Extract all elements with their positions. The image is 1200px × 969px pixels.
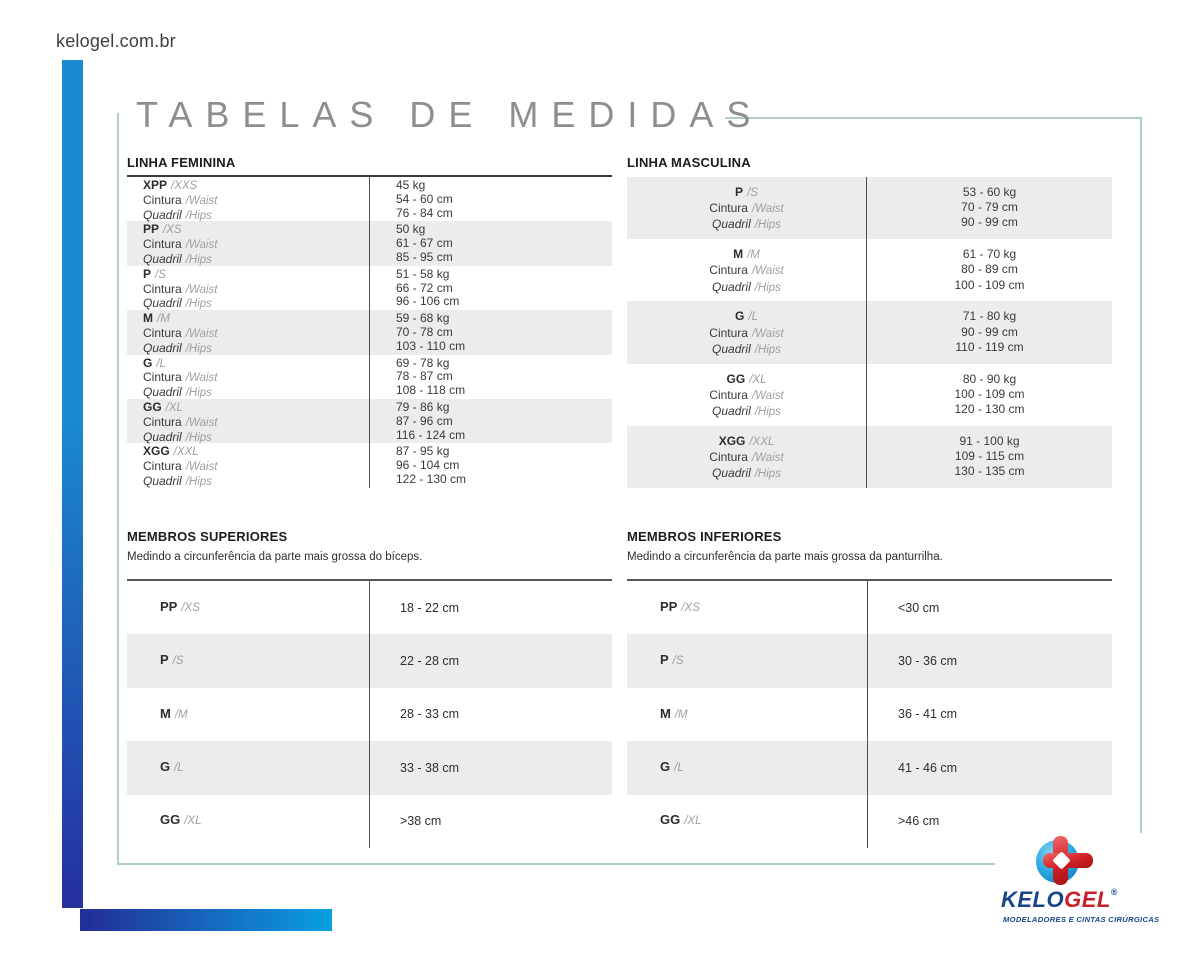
measure-value: 36 - 41 cm (898, 707, 958, 722)
table-row (127, 399, 612, 443)
size-alt-label: /L (174, 761, 184, 774)
waist-label: /Waist (751, 389, 784, 402)
cintura-label: Cintura (143, 414, 182, 429)
measure-value: 122 - 130 cm (396, 471, 467, 486)
values-cell (370, 310, 465, 354)
size-alt-label: /XXS (171, 180, 198, 192)
values-cell (868, 741, 1112, 794)
size-label: GG (143, 399, 162, 414)
values-cell (370, 741, 612, 794)
measure-value: 90 - 99 cm (961, 324, 1018, 339)
hips-label: /Hips (185, 298, 212, 311)
table-row (127, 443, 612, 487)
measure-value: 109 - 115 cm (954, 448, 1025, 463)
measure-value: <30 cm (898, 600, 940, 615)
measure-value: 96 - 106 cm (396, 294, 460, 309)
table-row (127, 266, 612, 310)
measure-value: 41 - 46 cm (898, 760, 958, 775)
size-cell (127, 221, 370, 265)
values-cell (868, 581, 1112, 634)
measure-value: 61 - 67 cm (396, 236, 453, 251)
values-cell (370, 581, 612, 634)
table-row (127, 221, 612, 265)
measure-value: 70 - 78 cm (396, 324, 453, 339)
measure-value: 108 - 118 cm (396, 383, 466, 398)
table-row (127, 581, 612, 634)
cintura-label: Cintura (709, 387, 748, 402)
table-row (627, 239, 1112, 301)
waist-label: /Waist (185, 461, 218, 474)
size-cell (627, 301, 867, 363)
table-heading-inferiores: MEMBROS INFERIORES (627, 529, 782, 544)
size-label: P (143, 266, 152, 281)
size-alt-label: /XXL (173, 446, 199, 459)
size-cell (127, 795, 370, 848)
table-row (627, 634, 1112, 687)
table-row (627, 741, 1112, 794)
measure-value: 76 - 84 cm (396, 205, 453, 220)
size-cell (127, 355, 370, 399)
measure-value: 87 - 96 cm (396, 413, 453, 428)
measure-value: 130 - 135 cm (954, 464, 1025, 479)
size-label: PP (143, 222, 160, 237)
hips-label: /Hips (185, 253, 212, 266)
measure-value: 61 - 70 kg (962, 247, 1017, 262)
hips-label: /Hips (754, 219, 781, 232)
table-row (627, 581, 1112, 634)
size-label: M (733, 247, 744, 262)
table-row (127, 310, 612, 354)
quadril-label: Quadril (143, 340, 182, 355)
values-cell (867, 426, 1112, 488)
size-alt-label: /XL (165, 401, 183, 414)
size-cell (127, 177, 370, 221)
measure-value: 96 - 104 cm (396, 458, 460, 473)
brand-name (1001, 887, 1118, 913)
cintura-label: Cintura (143, 192, 182, 207)
table-description-superiores: Medindo a circunferência da parte mais grossa do bíceps. (127, 551, 423, 563)
quadril-label: Quadril (712, 279, 751, 294)
size-cell (127, 399, 370, 443)
quadril-label: Quadril (143, 251, 182, 266)
measure-value: 50 kg (396, 222, 426, 237)
frame-border-top (725, 117, 1142, 119)
size-label: P (660, 652, 669, 668)
size-cell (127, 688, 370, 741)
measure-value: 91 - 100 kg (959, 433, 1020, 448)
size-alt-label: /M (674, 708, 688, 721)
size-alt-label: /S (172, 655, 184, 668)
waist-label: /Waist (185, 372, 218, 385)
hips-label: /Hips (754, 468, 781, 481)
table-row (627, 177, 1112, 239)
size-cell (627, 177, 867, 239)
size-label: G (160, 758, 171, 774)
left-accent-bar (62, 60, 83, 908)
values-cell (370, 688, 612, 741)
size-label: PP (160, 598, 178, 614)
size-label: XPP (143, 178, 168, 192)
size-label: PP (660, 598, 678, 614)
quadril-label: Quadril (712, 217, 751, 232)
frame-border-left (117, 113, 119, 865)
masculina-rows (627, 177, 1112, 488)
quadril-label: Quadril (143, 429, 182, 444)
quadril-label: Quadril (712, 341, 751, 356)
size-alt-label: /L (674, 761, 684, 774)
measure-value: 78 - 87 cm (396, 369, 453, 384)
table-row (627, 688, 1112, 741)
size-cell (627, 581, 868, 634)
measure-value: 51 - 58 kg (396, 266, 450, 281)
values-cell (370, 266, 459, 310)
waist-label: /Waist (185, 283, 218, 296)
size-alt-label: /L (748, 311, 758, 324)
registered-mark: ® (1110, 887, 1118, 897)
table-row (627, 301, 1112, 363)
values-cell (370, 795, 612, 848)
size-alt-label: /M (174, 708, 188, 721)
measure-value: 100 - 109 cm (954, 386, 1025, 401)
values-cell (370, 355, 465, 399)
size-label: XGG (143, 444, 170, 459)
values-cell (868, 634, 1112, 687)
size-alt-label: /L (156, 357, 166, 370)
measure-value: 69 - 78 kg (396, 355, 450, 370)
size-cell (127, 443, 370, 487)
hips-label: /Hips (185, 387, 212, 400)
table-row (627, 364, 1112, 426)
measure-value: 22 - 28 cm (400, 654, 460, 669)
quadril-label: Quadril (143, 473, 182, 488)
measure-value: 80 - 89 cm (961, 262, 1018, 277)
brand-name-part2: GEL (1064, 887, 1111, 912)
cintura-label: Cintura (143, 459, 182, 474)
table-linha-masculina (627, 155, 1112, 488)
feminina-rows (127, 177, 612, 488)
measure-value: 116 - 124 cm (396, 427, 466, 442)
size-label: G (735, 309, 745, 324)
cintura-label: Cintura (143, 370, 182, 385)
values-cell (867, 239, 1112, 301)
table-membros-inferiores (627, 529, 1112, 848)
size-label: M (160, 705, 171, 721)
size-alt-label: /M (157, 313, 170, 326)
size-cell (627, 741, 868, 794)
hips-label: /Hips (185, 475, 212, 488)
values-cell (867, 177, 1112, 239)
cintura-label: Cintura (143, 237, 182, 252)
cintura-label: Cintura (709, 325, 748, 340)
quadril-label: Quadril (712, 466, 751, 481)
table-row (627, 426, 1112, 488)
hips-label: /Hips (754, 343, 781, 356)
size-label: M (660, 705, 671, 721)
values-cell (370, 177, 453, 221)
table-heading-superiores: MEMBROS SUPERIORES (127, 529, 288, 544)
measure-value: 59 - 68 kg (396, 311, 450, 326)
cintura-label: Cintura (709, 201, 748, 216)
cintura-label: Cintura (709, 449, 748, 464)
size-cell (127, 741, 370, 794)
measure-value: 110 - 119 cm (955, 339, 1024, 354)
size-alt-label: /XXL (749, 435, 775, 448)
table-heading-feminina: LINHA FEMININA (127, 155, 612, 177)
table-row (127, 634, 612, 687)
quadril-label: Quadril (143, 296, 182, 311)
measure-value: 33 - 38 cm (400, 760, 460, 775)
size-cell (127, 634, 370, 687)
table-row (127, 741, 612, 794)
values-cell (867, 301, 1112, 363)
brand-logo (995, 833, 1200, 938)
measure-value: 80 - 90 kg (962, 371, 1017, 386)
measure-value: 54 - 60 cm (396, 191, 453, 206)
frame-border-bottom (117, 863, 1142, 865)
measure-value: 103 - 110 cm (396, 338, 466, 353)
hips-label: /Hips (754, 281, 781, 294)
measure-value: 87 - 95 kg (396, 444, 450, 459)
frame-border-right (1140, 117, 1142, 865)
waist-label: /Waist (751, 451, 784, 464)
size-alt-label: /XS (681, 601, 700, 614)
hips-label: /Hips (185, 342, 212, 355)
table-row (127, 177, 612, 221)
measure-value: 66 - 72 cm (396, 280, 453, 295)
measure-value: >46 cm (898, 814, 940, 829)
size-label: G (143, 355, 153, 370)
table-description-inferiores: Medindo a circunferência da parte mais grossa da panturrilha. (627, 551, 943, 563)
size-cell (627, 795, 868, 848)
cintura-label: Cintura (143, 281, 182, 296)
size-cell (127, 310, 370, 354)
size-cell (127, 266, 370, 310)
brand-tagline: MODELADORES E CINTAS CIRÚRGICAS (1003, 915, 1160, 924)
size-alt-label: /XL (184, 815, 202, 828)
measure-value: 85 - 95 cm (396, 249, 453, 264)
size-alt-label: /M (747, 249, 760, 262)
values-cell (370, 634, 612, 687)
table-membros-superiores (127, 529, 612, 848)
size-label: GG (726, 371, 746, 386)
values-cell (370, 399, 465, 443)
table-row (127, 355, 612, 399)
waist-label: /Waist (751, 203, 784, 216)
size-alt-label: /XL (749, 373, 767, 386)
size-cell (627, 239, 867, 301)
table-heading-masculina: LINHA MASCULINA (627, 155, 751, 170)
measure-value: 120 - 130 cm (954, 401, 1025, 416)
measure-value: 71 - 80 kg (962, 309, 1017, 324)
size-alt-label: /XL (684, 815, 702, 828)
superiores-rows (127, 579, 612, 848)
measure-value: 90 - 99 cm (961, 215, 1018, 230)
waist-label: /Waist (751, 265, 784, 278)
size-alt-label: /S (155, 268, 166, 281)
size-label: M (143, 311, 153, 326)
measure-value: 28 - 33 cm (400, 707, 460, 722)
size-label: P (735, 185, 744, 199)
brand-name-part1: KELO (1001, 887, 1065, 912)
values-cell (868, 688, 1112, 741)
measure-value: 45 kg (396, 178, 426, 192)
size-label: P (160, 652, 169, 668)
table-row (127, 795, 612, 848)
bottom-accent-bar (80, 909, 332, 931)
inferiores-rows (627, 579, 1112, 848)
quadril-label: Quadril (712, 403, 751, 418)
page-title: TABELAS DE MEDIDAS (136, 94, 764, 135)
size-label: GG (160, 812, 181, 828)
hips-label: /Hips (185, 431, 212, 444)
measure-value: 30 - 36 cm (898, 654, 958, 669)
measure-value: 53 - 60 kg (962, 185, 1017, 199)
size-label: XGG (718, 433, 746, 448)
table-linha-feminina (127, 155, 612, 488)
size-label: GG (660, 812, 681, 828)
quadril-label: Quadril (143, 207, 182, 222)
hips-label: /Hips (754, 405, 781, 418)
waist-label: /Waist (185, 239, 218, 252)
size-label: G (660, 758, 671, 774)
size-cell (127, 581, 370, 634)
site-url: kelogel.com.br (56, 31, 176, 51)
measure-value: 100 - 109 cm (954, 277, 1025, 292)
measure-value: 79 - 86 kg (396, 399, 450, 414)
measure-value: 70 - 79 cm (961, 200, 1018, 215)
measure-value: 18 - 22 cm (400, 600, 460, 615)
size-cell (627, 426, 867, 488)
cintura-label: Cintura (709, 263, 748, 278)
waist-label: /Waist (751, 327, 784, 340)
cintura-label: Cintura (143, 325, 182, 340)
size-alt-label: /S (747, 187, 758, 199)
hips-label: /Hips (185, 209, 212, 222)
size-alt-label: /XS (163, 224, 182, 237)
size-cell (627, 688, 868, 741)
waist-label: /Waist (185, 416, 218, 429)
values-cell (370, 443, 466, 487)
quadril-label: Quadril (143, 385, 182, 400)
values-cell (867, 364, 1112, 426)
size-cell (627, 634, 868, 687)
measure-value: >38 cm (400, 814, 442, 829)
size-alt-label: /XS (181, 601, 200, 614)
waist-label: /Waist (185, 194, 218, 207)
size-cell (627, 364, 867, 426)
table-row (127, 688, 612, 741)
waist-label: /Waist (185, 327, 218, 340)
size-alt-label: /S (672, 655, 684, 668)
values-cell (370, 221, 453, 265)
